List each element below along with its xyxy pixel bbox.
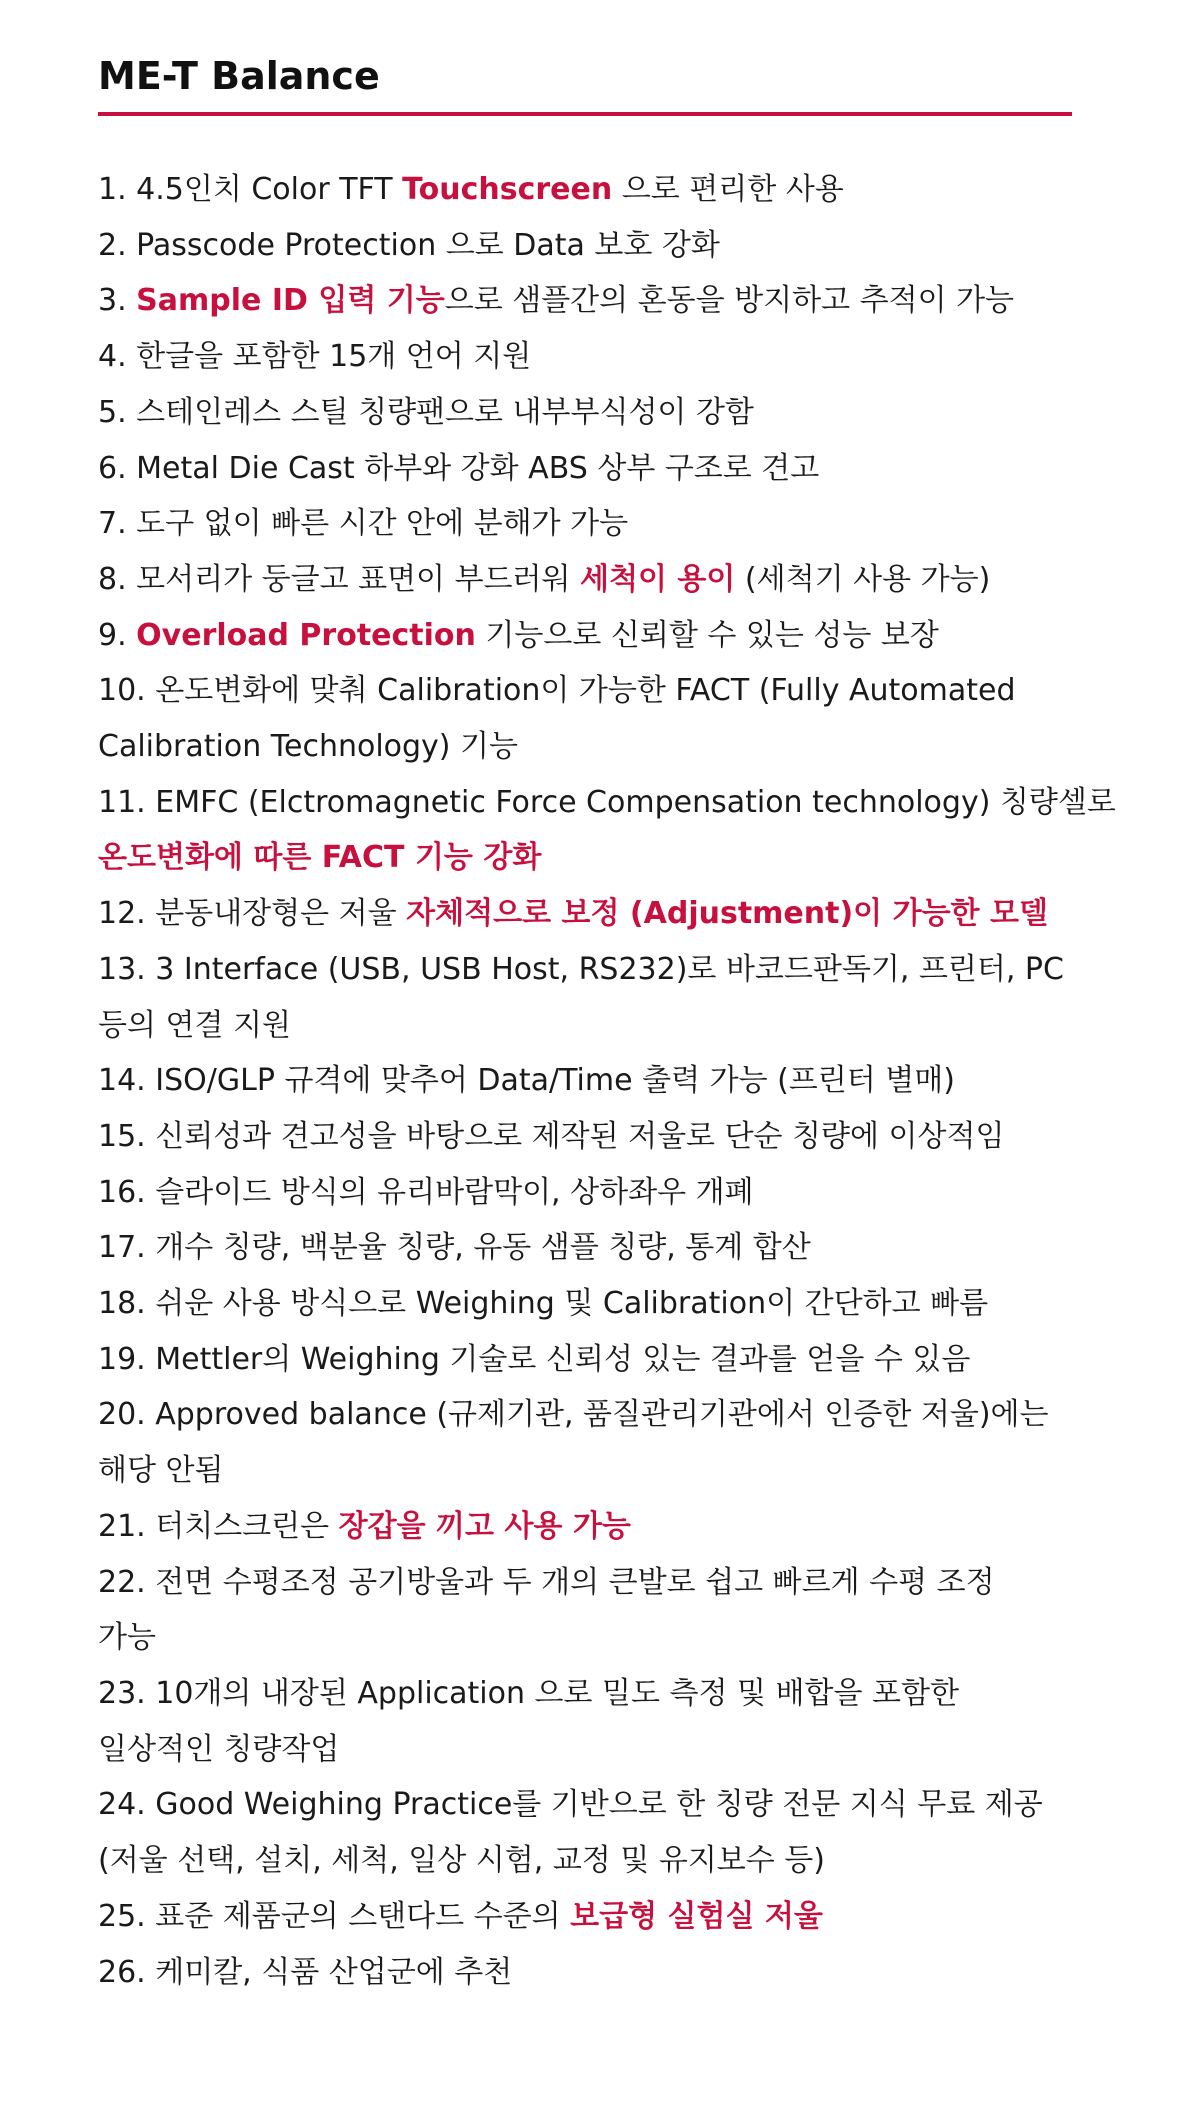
body-text: 18. 쉬운 사용 방식으로 Weighing 및 Calibration이 간단하고 빠름 [98,1286,989,1322]
body-text: 25. 표준 제품군의 스탠다드 수준의 [98,1898,571,1934]
feature-item [98,1889,1078,1945]
body-text: 11. EMFC (Elctromagnetic Force Compensation technology) 칭량셀로 [98,784,1116,820]
feature-item-continuation [98,830,1078,886]
body-text: 22. 전면 수평조정 공기방울과 두 개의 큰발로 쉽고 빠르게 수평 조정 [98,1564,995,1600]
body-text: 가능 [98,1620,156,1656]
body-text: 24. Good Weighing Practice를 기반으로 한 칭량 전문 지식 무료 제공 [98,1787,1043,1823]
body-text: 4. 한글을 포함한 15개 언어 지원 [98,339,532,375]
feature-item [98,1276,1078,1332]
body-text: 14. ISO/GLP 규격에 맞추어 Data/Time 출력 가능 (프린터 별매) [98,1063,955,1099]
feature-item [98,1945,1078,2001]
feature-item [98,385,1078,441]
feature-item [98,886,1078,942]
feature-item [98,441,1078,497]
feature-item [98,218,1078,274]
highlight-text: Touchscreen [402,172,613,207]
feature-item [98,273,1078,329]
body-text: 23. 10개의 내장된 Application 으로 밀도 측정 및 배합을 포함한 [98,1675,959,1711]
feature-item-continuation [98,1833,1078,1889]
feature-item [98,1053,1078,1109]
feature-item [98,162,1078,218]
feature-item [98,1220,1078,1276]
feature-item [98,552,1078,608]
body-text: Calibration Technology) 기능 [98,729,519,765]
body-text: 등의 연결 지원 [98,1007,291,1043]
body-text: 해당 안됨 [98,1453,224,1489]
feature-item-continuation [98,719,1078,775]
feature-item [98,1666,1078,1722]
body-text: 26. 케미칼, 식품 산업군에 추천 [98,1954,513,1990]
body-text: 으로 편리한 사용 [612,172,844,207]
document [98,46,1116,2000]
feature-item-continuation [98,1443,1078,1499]
feature-item-continuation [98,1722,1078,1778]
highlight-text: 보급형 실험실 저울 [570,1898,823,1934]
body-text: 16. 슬라이드 방식의 유리바람막이, 상하좌우 개폐 [98,1174,754,1210]
body-text: 15. 신뢰성과 견고성을 바탕으로 제작된 저울로 단순 칭량에 이상적임 [98,1118,1005,1154]
feature-item [98,1777,1078,1833]
body-text: 3. [98,283,137,319]
feature-item [98,1109,1078,1165]
highlight-text: 세척이 용이 [580,561,736,597]
feature-item-continuation [98,1610,1078,1666]
body-text: 13. 3 Interface (USB, USB Host, RS232)로 바코드판독기, 프린터, PC [98,951,1064,987]
body-text: 5. 스테인레스 스틸 칭량팬으로 내부부식성이 강함 [98,394,754,430]
feature-item [98,496,1078,552]
feature-list [98,162,1116,2000]
body-text: 6. Metal Die Cast 하부와 강화 ABS 상부 구조로 견고 [98,450,820,486]
feature-item [98,329,1078,385]
feature-item [98,663,1078,719]
body-text: 20. Approved balance (규제기관, 품질관리기관에서 인증한 저울)에는 [98,1397,1049,1433]
body-text: 2. Passcode Protection 으로 Data 보호 강화 [98,227,720,263]
highlight-text: Sample ID 입력 기능 [136,283,445,319]
body-text: 8. 모서리가 둥글고 표면이 부드러워 [98,561,581,597]
feature-item [98,1387,1078,1443]
feature-item [98,1165,1078,1221]
body-text: 1. 4.5인치 Color TFT [98,172,403,207]
body-text: 10. 온도변화에 맞춰 Calibration이 가능한 FACT (Fully Automated [98,673,1016,709]
body-text: 일상적인 칭량작업 [98,1731,340,1767]
feature-item [98,608,1078,664]
feature-item [98,1499,1078,1555]
body-text: 으로 샘플간의 혼동을 방지하고 추적이 가능 [444,283,1015,319]
highlight-text: Overload Protection [136,617,476,653]
body-text: 7. 도구 없이 빠른 시간 안에 분해가 가능 [98,506,629,542]
body-text: 12. 분동내장형은 저울 [98,896,407,932]
feature-item [98,775,1116,831]
highlight-text: 온도변화에 따른 FACT 기능 강화 [98,840,542,876]
body-text: 기능으로 신뢰할 수 있는 성능 보장 [475,617,939,653]
body-text: 9. [98,617,137,653]
feature-item [98,942,1078,998]
body-text: 17. 개수 칭량, 백분율 칭량, 유동 샘플 칭량, 통계 합산 [98,1230,811,1266]
feature-item [98,1555,1078,1611]
body-text: (저울 선택, 설치, 세척, 일상 시험, 교정 및 유지보수 등) [98,1843,825,1879]
document-title: ME-T Balance [98,54,380,98]
feature-item-continuation [98,998,1078,1054]
highlight-text: 장갑을 끼고 사용 가능 [338,1508,631,1544]
body-text: 19. Mettler의 Weighing 기술로 신뢰성 있는 결과를 얻을 수 있음 [98,1341,971,1377]
body-text: (세척기 사용 가능) [735,561,991,597]
highlight-text: 자체적으로 보정 (Adjustment)이 가능한 모델 [406,896,1048,932]
title-underline [98,112,1072,116]
body-text: 21. 터치스크린은 [98,1508,339,1544]
feature-item [98,1332,1078,1388]
